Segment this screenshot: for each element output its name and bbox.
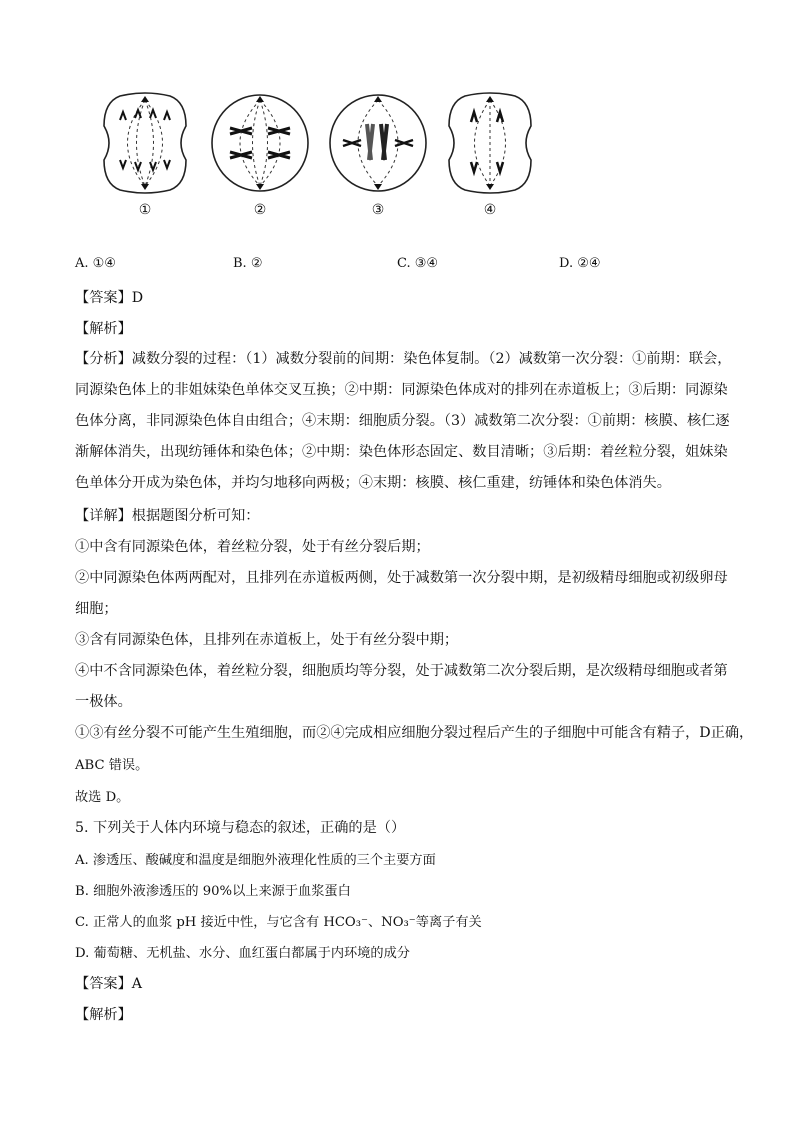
figure-3 xyxy=(323,88,433,218)
option-b[interactable]: B. ② xyxy=(233,256,263,271)
option-a[interactable]: A. ①④ xyxy=(75,256,116,271)
answer-line-2 xyxy=(75,973,142,993)
paragraph-line: 色单体分开成为染色体，并均匀地移向两极；④末期：核膜、核仁重建，纺锤体和染色体消失。 xyxy=(75,475,671,491)
answer-line-1 xyxy=(75,287,143,307)
paragraph-line: 一极体。 xyxy=(75,694,132,710)
figure-4 xyxy=(435,88,545,218)
option-c[interactable]: C. ③④ xyxy=(397,256,439,271)
paragraph-line: ①③有丝分裂不可能产生生殖细胞，而②④完成相应细胞分裂过程后产生的子细胞中可能含有精子，D正确， xyxy=(75,725,754,741)
paragraph-line: 渐解体消失，出现纺锤体和染色体；②中期：染色体形态固定、数目清晰；③后期：着丝粒分裂，姐妹染 xyxy=(75,444,728,460)
question5-stem: 5. 下列关于人体内环境与稳态的叙述，正确的是（） xyxy=(75,820,406,836)
answer-value: D xyxy=(131,290,144,306)
paragraph-line: 【详解】根据题图分析可知： xyxy=(75,508,260,524)
question5-option-d[interactable]: D. 葡萄糖、无机盐、水分、血红蛋白都属于内环境的成分 xyxy=(75,946,410,961)
answer-tag: 【答案】 xyxy=(75,290,132,306)
cell-2-drawing xyxy=(205,88,315,198)
cell-3-drawing xyxy=(323,88,433,198)
paragraph-line: 细胞； xyxy=(75,601,118,617)
paragraph-line: ABC 错误。 xyxy=(75,758,149,773)
answer-tag: 【答案】 xyxy=(75,976,132,992)
figure-2-label: ② xyxy=(253,202,267,218)
figure-4-label: ④ xyxy=(483,202,497,218)
paragraph-line: 故选 D。 xyxy=(75,790,130,805)
cell-4-drawing xyxy=(435,88,545,198)
paragraph-line: 【分析】减数分裂的过程：（1）减数分裂前的间期：染色体复制。（2）减数第一次分裂：①前期：联会， xyxy=(75,351,732,367)
analysis-heading-2: 【解析】 xyxy=(75,1007,132,1023)
paragraph-line: ②中同源染色体两两配对，且排列在赤道板两侧，处于减数第一次分裂中期，是初级精母细胞或初级卵母 xyxy=(75,570,728,586)
figure-2 xyxy=(205,88,315,218)
option-d[interactable]: D. ②④ xyxy=(559,256,601,271)
paragraph-line: ④中不含同源染色体，着丝粒分裂，细胞质均等分裂，处于减数第二次分裂后期，是次级精母细胞或者第 xyxy=(75,663,728,679)
cell-1-drawing xyxy=(90,88,200,198)
question5-option-c[interactable]: C. 正常人的血浆 pH 接近中性，与它含有 HCO₃⁻、NO₃⁻等离子有关 xyxy=(75,915,482,930)
figure-1-label: ① xyxy=(138,202,152,218)
question5-option-a[interactable]: A. 渗透压、酸碱度和温度是细胞外液理化性质的三个主要方面 xyxy=(75,853,436,868)
paragraph-line: 色体分离，非同源染色体自由组合；④末期：细胞质分裂。（3）减数第二次分裂：①前期：核膜、核仁逐 xyxy=(75,413,730,429)
cell-division-figures xyxy=(90,88,560,228)
paragraph-line: 同源染色体上的非姐妹染色单体交叉互换；②中期：同源染色体成对的排列在赤道板上；③后期：同源染 xyxy=(75,382,728,398)
figure-1 xyxy=(90,88,200,218)
figure-3-label: ③ xyxy=(371,202,385,218)
paragraph-line: ③含有同源染色体，且排列在赤道板上，处于有丝分裂中期； xyxy=(75,632,459,648)
question5-option-b[interactable]: B. 细胞外液渗透压的 90%以上来源于血浆蛋白 xyxy=(75,884,351,899)
answer-value: A xyxy=(131,976,143,992)
analysis-heading: 【解析】 xyxy=(75,321,132,337)
paragraph-line: ①中含有同源染色体，着丝粒分裂，处于有丝分裂后期； xyxy=(75,539,430,555)
